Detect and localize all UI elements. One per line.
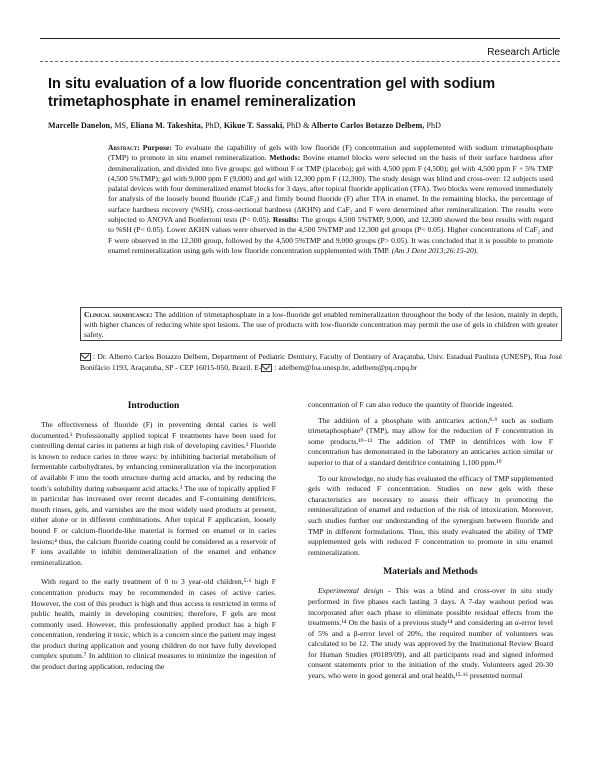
author-3-degree: PhD & [286, 121, 310, 130]
intro-paragraph-3: concentration of F can also reduce the quantity of fluoride ingested. [308, 400, 514, 409]
left-column [31, 400, 276, 772]
methods-text: Bovine enamel blocks were selected on the basis of their surface hardness after demineralization, and divided into five groups: gel without F or TMP (placebo); gel with 4,500 ppm F (4,500); gel with 4,500 ppm F + 5% TMP (4,500 5%TMP); gel with 9,000 ppm F (9,000) and gel with 12,300 ppm F (12,300). The study design was blind and cross-over: 12 subjects used palatal devices with four demineralized enamel blocks for 3 days, after topical fluoride application (TFA). Two blocks were removed immediately for analysis of the loosely bound fluoride (CaF₂) and firmly bound fluoride (F) after TFA in enamel. In the remaining blocks, the percentage of surface hardness recovery (%SH), cross-sectional hardness (ΔKHN) and CaF₂ and F were determined after remineralization. The results were subjected to ANOVA and Bonferroni tests (P< 0.05). [108, 153, 554, 225]
right-column [308, 400, 553, 772]
author-3: Kikue T. Sassaki, [223, 121, 285, 130]
author-2: Eliana M. Takeshita, [130, 121, 203, 130]
abstract-label: Abstract: [108, 143, 140, 152]
section-label: Research Article [487, 47, 560, 58]
author-4: Alberto Carlos Botazzo Delbem, [311, 121, 425, 130]
author-1: Marcelle Danelon, [48, 121, 113, 130]
results-text: The groups 4,500 5%TMP, 9,000, and 12,300 showed the best results with regard to %SH (P< 0.05). Lower ΔKHN values were observed in the 4,500 5%TMP and 12,300 gel groups (P< 0.05). Higher concentrations of CaF₂ and F were observed in the 12,300 group, followed by the 4,500 5%TMP and 9,000 groups (P> 0.05). It was concluded that it is possible to promote enamel remineralization using gels with low fluoride concentration supplemented with TMP. [108, 215, 553, 255]
significance-text: The addition of trimetaphosphate in a low-fluoride gel enabled remineralization throughout the body of the lesion, mainly in depth, with higher chances of reducing white spot lesions. The use of products with low-fluoride concentration may permit the use of gels in children with greater safety. [84, 310, 558, 340]
purpose-text: To evaluate the capability of gels with low fluoride (F) concentration and supplemented with sodium trimetaphosphate (TMP) to promote in situ enamel remineralization. [108, 143, 553, 163]
purpose-label: Purpose: [142, 143, 172, 152]
methods-label: Methods: [269, 153, 301, 163]
abstract [108, 143, 553, 256]
correspondence-emails[interactable]: : adelbem@foa.unesp.br, adelbem@pq.cnpq.br [274, 362, 418, 372]
correspondence [80, 352, 562, 373]
intro-paragraph-5: To our knowledge, no study has evaluated the efficacy of TMP supplemented gels with reduced F concentration. Studies on new gels with these characteristics are necessary to assess their efficacy in promoting the remineralization of enamel and reduction of the risk of intoxication. Moreover, such studies further our understanding of the synergism between fluoride and TMP in different formulations. Thus, this study evaluated the ability of TMP supplemented gels with reduced F concentration to promote in situ enamel remineralization. [308, 473, 553, 557]
correspondence-address: : Dr. Alberto Carlos Botazzo Delbem, Department of Pediatric Dentistry, Faculty of Dentistry of Araçatuba, Univ. Estadual Paulista (UNESP), Rua José Bonifácio 1193, Araçatuba, SP - CEP 16015-050, Brazil. E- [80, 352, 562, 372]
methods-paragraph-1 [308, 586, 553, 681]
mail-icon [80, 353, 91, 361]
methods-heading: Materials and Methods [383, 567, 478, 578]
intro-paragraph-1: The effectiveness of fluoride (F) in preventing dental caries is well documented.¹ Professionally applied topical F treatments have been used for controlling dental caries in patients at high risk of developing cavities.² Fluoride is known to reduce caries in three ways: by inhibiting bacterial metabolism of fermentable carbohydrates, by enhancing remineralization via the incorporation of available F into the tooth structure during acid attacks, and by reducing the tooth’s solubility during subsequent acid attacks.³ The use of topically applied F in particular has increased over recent decades and F-containing dentifrices, mouth rinses, gels, and varnishes are the most widely used products at present, either alone or in different combinations. After topical F application, loosely bound F or calcium-fluoride-like material is formed on enamel or in caries lesions;⁴ thus, the calcium fluoride coating could be considered as a reservoir of F ions available to inhibit demineralization of the enamel and enhance remineralization. [31, 420, 276, 567]
significance-label: Clinical significance: [84, 310, 153, 319]
author-4-degree: PhD [426, 121, 441, 130]
author-list [48, 121, 568, 130]
header-divider [40, 61, 560, 62]
top-rule [40, 38, 560, 39]
results-label: Results: [272, 215, 300, 225]
citation: (Am J Dent 2013;26:15-20). [391, 245, 479, 255]
design-label: Experimental design [318, 586, 384, 596]
author-2-degree: PhD, [205, 121, 222, 130]
design-text: - This was a blind and cross-over in situ study performed in five phases each lasting 3 days. A 7-day washout period was incorporated after each phase to eliminate possible residual effects from the treatments.¹⁴ On the basis of a previous study¹⁴ and considering an α-error level of 5% and a β-error level of 20%, the required number of volunteers was calculated to be 12. The study was approved by the Institutional Review Board for Human Studies (#0189/09), and all participants read and signed informed consent statements prior to the initiation of the study. Volunteers aged 20-30 years, who were in good general and oral health,¹⁵·¹⁶ presented normal [308, 586, 553, 681]
introduction-heading: Introduction [127, 401, 180, 411]
article-title: In situ evaluation of a low fluoride concentration gel with sodium trimetaphosphate in enamel remineralization [48, 76, 496, 110]
email-icon [261, 364, 272, 372]
intro-paragraph-2: With regard to the early treatment of 0 to 3 year-old children,⁵·⁶ high F concentration products may be recommended in cases of active caries. However, the cost of this product is high and thus access is restricted in terms of public health, mainly in developing countries; therefore, F gels are most commonly used. However, this professionally applied product has a high F concentration, rendering it toxic, which is a concern since the patient may ingest the product during application and young children do not have fully developed complex sputum.⁷ In addition to clinical measures to minimize the ingestion of the product during application, reducing the [31, 577, 276, 672]
clinical-significance-box [80, 307, 562, 341]
intro-paragraph-4: The addition of a phosphate with anticaries action,⁸·⁹ such as sodium trimetaphosphate⁹ (TMP), may allow for the reduction of F concentration in some products.¹⁰⁻¹³ The addition of TMP in dentifrices with low F concentration has demonstrated in the laboratory an anticaries action similar or superior to that of a standard dentifrice containing 1,100 ppm.¹⁰ [308, 415, 553, 467]
author-1-degree: MS, [114, 121, 129, 130]
